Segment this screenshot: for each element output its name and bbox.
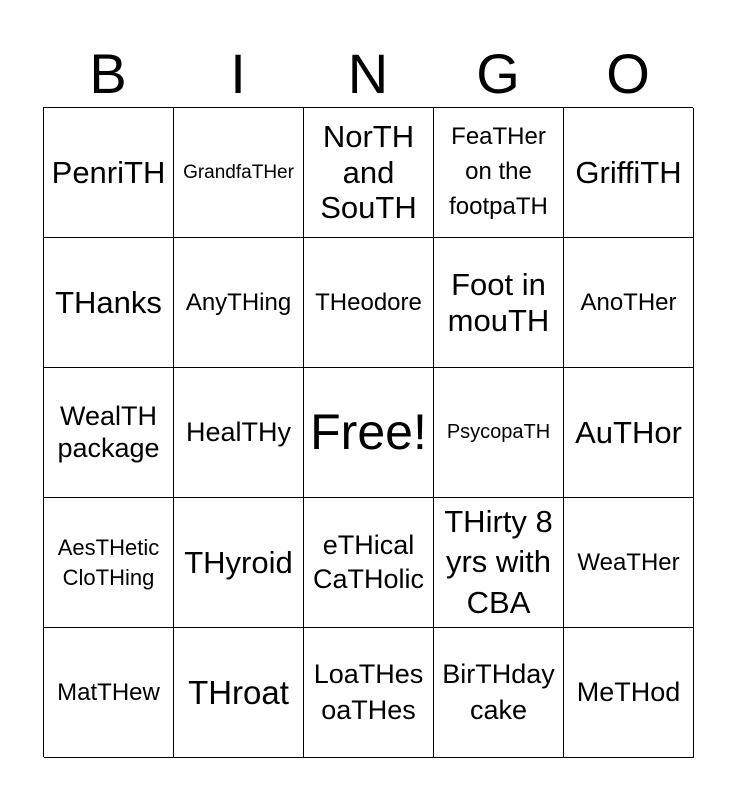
bingo-cell[interactable]	[44, 368, 174, 498]
cell-text: GriffiTH	[575, 154, 682, 190]
bingo-cell[interactable]	[174, 108, 304, 238]
bingo-cell[interactable]	[44, 108, 174, 238]
cell-text: eTHical CaTHolic	[312, 529, 425, 594]
bingo-cell[interactable]	[434, 628, 564, 758]
bingo-cell[interactable]	[304, 108, 434, 238]
cell-text: Foot in mouTH	[447, 266, 550, 338]
bingo-cell[interactable]	[434, 108, 564, 238]
free-space-label: Free!	[310, 403, 427, 460]
cell-text: AnyTHing	[185, 288, 292, 316]
header-letter-o: O	[606, 42, 650, 105]
cell-text: PenriTH	[51, 154, 166, 190]
cell-text: WealTH package	[57, 401, 160, 463]
cell-text: PsycopaTH	[446, 421, 551, 443]
cell-text: AuTHor	[575, 414, 682, 450]
cell-text: MeTHod	[576, 676, 681, 707]
bingo-cell[interactable]	[564, 498, 694, 628]
cell-text: LoaTHes oaTHes	[313, 659, 424, 725]
bingo-grid	[43, 107, 693, 757]
cell-text: HealTHy	[185, 416, 292, 447]
bingo-cell[interactable]	[44, 628, 174, 758]
bingo-cell[interactable]	[564, 108, 694, 238]
bingo-cell[interactable]	[434, 498, 564, 628]
bingo-cell[interactable]	[174, 238, 304, 368]
header-letter-n: N	[347, 42, 389, 105]
header-letter-i: I	[230, 42, 246, 105]
bingo-cell[interactable]	[304, 628, 434, 758]
cell-text: THirty 8 yrs with CBA	[444, 504, 553, 620]
cell-text: THeodore	[315, 288, 422, 316]
bingo-cell[interactable]	[44, 498, 174, 628]
cell-text: AnoTHer	[580, 288, 677, 316]
cell-text: THyroid	[184, 544, 293, 580]
bingo-cell[interactable]	[564, 368, 694, 498]
bingo-cell[interactable]	[434, 238, 564, 368]
bingo-header	[43, 40, 693, 108]
bingo-cell[interactable]	[174, 628, 304, 758]
bingo-cell[interactable]	[564, 238, 694, 368]
cell-text: FeaTHer on the footpaTH	[449, 123, 548, 220]
bingo-cell[interactable]	[304, 498, 434, 628]
cell-text: AesTHetic CloTHing	[57, 534, 160, 590]
cell-text: THroat	[188, 673, 289, 711]
cell-text: MatTHew	[57, 678, 160, 706]
cell-text: NorTH and SouTH	[320, 119, 417, 226]
cell-text: THanks	[55, 284, 162, 320]
bingo-cell[interactable]	[304, 238, 434, 368]
cell-text: BirTHday cake	[442, 659, 555, 725]
header-letter-b: B	[89, 42, 127, 105]
bingo-cell[interactable]	[174, 368, 304, 498]
bingo-cell[interactable]	[564, 628, 694, 758]
bingo-cell[interactable]	[434, 368, 564, 498]
cell-text: WeaTHer	[577, 548, 680, 576]
bingo-cell[interactable]	[304, 368, 434, 498]
header-letter-g: G	[476, 42, 520, 105]
cell-text: GrandfaTHer	[183, 161, 294, 183]
bingo-cell[interactable]	[44, 238, 174, 368]
bingo-cell[interactable]	[174, 498, 304, 628]
